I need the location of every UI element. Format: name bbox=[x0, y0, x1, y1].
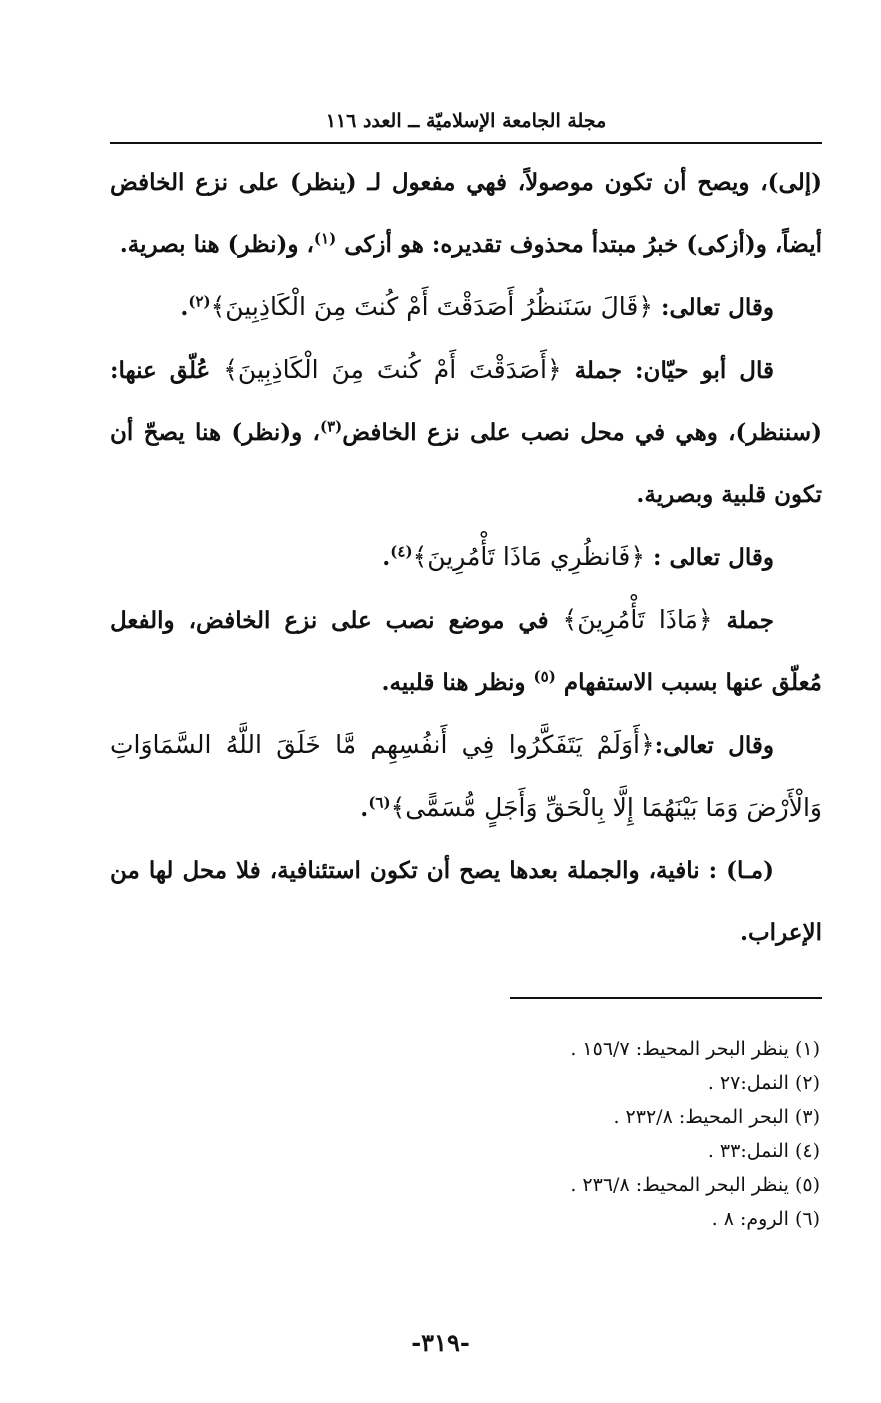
footnote-6: (٦) الروم: ٨ . bbox=[711, 1208, 820, 1230]
quran-verse-5: ﴿أَوَلَمْ يَتَفَكَّرُوا فِي أَنفُسِهِم مَّا خَلَقَ اللَّهُ السَّمَاوَاتِ وَالْأَرْضَ وَمَا بَيْنَهُمَا إِلَّا بِالْحَقِّ وَأَجَلٍ مُّسَمًّى﴾ bbox=[110, 730, 822, 822]
paragraph-4 bbox=[110, 526, 822, 589]
footnote-separator bbox=[510, 997, 822, 999]
paragraph-3-mid: عُلّق عنها:(سننظر)، وهي في محل نصب على نزع الخافض bbox=[110, 357, 822, 446]
footnote-3: (٣) البحر المحيط: ٢٣٢/٨ . bbox=[613, 1106, 820, 1128]
paragraph-6-tail: . bbox=[360, 795, 369, 822]
paragraph-7: (مـا) : نافية، والجملة بعدها يصح أن تكون استئنافية، فلا محل لها من الإعراب. bbox=[110, 857, 822, 946]
paragraph-3 bbox=[110, 339, 822, 526]
body-text bbox=[110, 152, 822, 964]
paragraph-5 bbox=[110, 589, 822, 714]
paragraph-4-lead: وقال تعالى : bbox=[644, 544, 774, 571]
paragraph-1-tail: ، و(نظر) هنا بصرية. bbox=[119, 231, 314, 258]
footnote-ref-6: (٦) bbox=[368, 793, 391, 812]
paragraph-3-lead: قال أبو حيّان: جملة bbox=[561, 357, 774, 384]
footnotes bbox=[110, 1032, 822, 1236]
paragraph-6-lead: وقال تعالى: bbox=[654, 732, 774, 759]
footnote-ref-4: (٤) bbox=[390, 542, 413, 561]
paragraph-3-tail: ، و(نظر) هنا يصحّ أن تكون قلبية وبصرية. bbox=[110, 419, 822, 508]
quran-verse-4: ﴿مَاذَا تَأْمُرِينَ﴾ bbox=[562, 605, 713, 634]
paragraph-2-tail: . bbox=[180, 294, 189, 321]
footnote-ref-1: (١) bbox=[313, 229, 337, 248]
page-number: -٣١٩- bbox=[411, 1328, 470, 1357]
quran-verse-3: ﴿فَانظُرِي مَاذَا تَأْمُرِينَ﴾ bbox=[412, 542, 645, 571]
paragraph-2-lead: وقال تعالى: bbox=[652, 294, 774, 321]
quran-verse-2: ﴿أَصَدَقْتَ أَمْ كُنتَ مِنَ الْكَاذِبِينَ﴾ bbox=[223, 355, 562, 384]
paragraph-5-lead: جملة bbox=[712, 607, 774, 634]
paragraph-4-tail: . bbox=[382, 544, 391, 571]
footnote-1: (١) ينظر البحر المحيط: ١٥٦/٧ . bbox=[570, 1038, 820, 1060]
paragraph-5-tail: ونظر هنا قلبيه. bbox=[381, 669, 534, 696]
paragraph-1-text: (إلى)، ويصح أن تكون موصولاً، فهي مفعول لـ (ينظر) على نزع الخافض أيضاً، و(أزكى) خبرُ مبتدأ محذوف تقديره: هو أزكى bbox=[110, 169, 822, 258]
quran-verse-1: ﴿قَالَ سَنَنظُرُ أَصَدَقْتَ أَمْ كُنتَ مِنَ الْكَاذِبِينَ﴾ bbox=[210, 292, 653, 321]
footnote-ref-3: (٣) bbox=[319, 417, 343, 436]
footnote-5: (٥) ينظر البحر المحيط: ٢٣٦/٨ . bbox=[570, 1174, 820, 1196]
footnote-2: (٢) النمل:٢٧ . bbox=[707, 1072, 820, 1094]
footnote-4: (٤) النمل:٣٣ . bbox=[707, 1140, 820, 1162]
paragraph-6 bbox=[110, 714, 822, 840]
running-title: مجلة الجامعة الإسلاميّة ــ العدد ١١٦ bbox=[325, 110, 607, 132]
paragraph-5-mid: في موضع نصب على نزع الخافض، والفعل مُعلّق عنها بسبب الاستفهام bbox=[110, 607, 822, 696]
footnote-ref-2: (٢) bbox=[188, 292, 211, 311]
paragraph-1 bbox=[110, 152, 822, 276]
paragraph-2 bbox=[110, 276, 822, 339]
footnote-ref-5: (٥) bbox=[533, 667, 556, 686]
header-rule bbox=[110, 142, 822, 144]
